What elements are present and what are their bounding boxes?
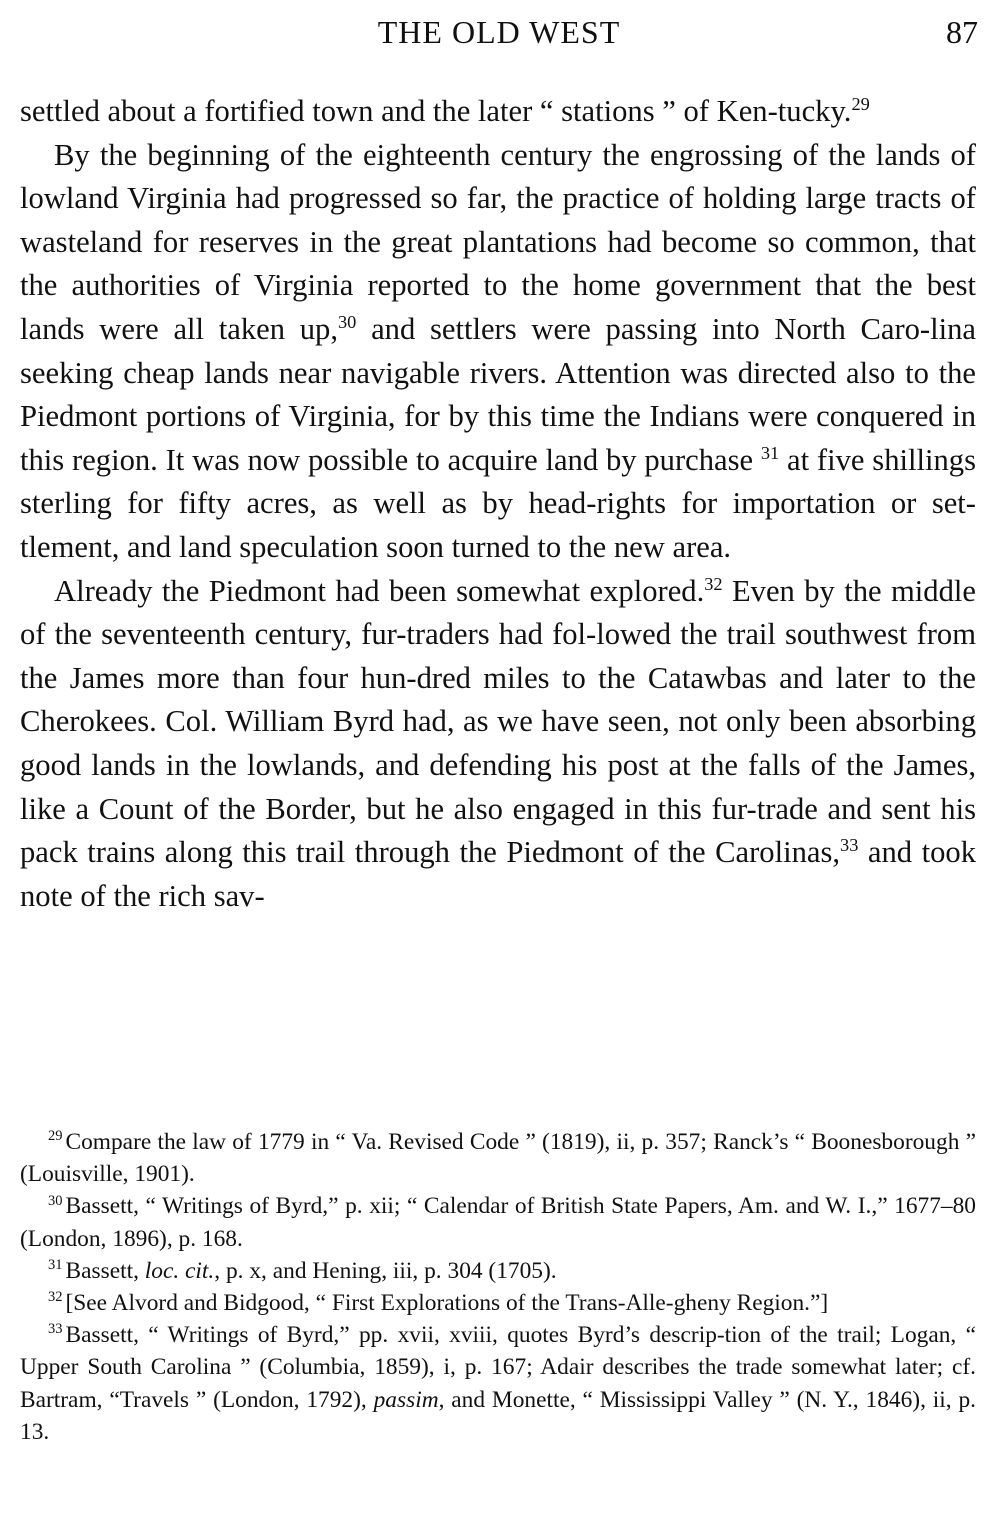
page-number: 87 [946,14,978,50]
text-run: settled about a fortified town and the later “ stations ” of Ken-tucky. [20,94,852,128]
footnote-mark: 33 [48,1321,63,1338]
footnote-text: Compare the law of 1779 in “ Va. Revised Code ” (1819), ii, p. 357; Ranck’s “ Boonesborough ” (Louisville, 1901). [20,1129,976,1188]
paragraph-1 [20,90,976,134]
text-run: and took note of the rich sav- [20,835,976,913]
footnote-ref-31: 31 [760,442,780,463]
footnote-ref-29: 29 [851,93,870,114]
footnote-text: Bassett, [65,1257,145,1284]
footnote-text: [See Alvord and Bidgood, “ First Explorations of the Trans-Alle-gheny Region.”] [65,1290,829,1317]
text-run: and settlers were passing into North Caro-lina seeking cheap lands near navigable rivers. Attention was directed also to the Piedmont portions of Virginia, for by this time the Indians were conquered in this region. It was now possible to acquire land by purchase [20,311,976,477]
footnote-mark: 31 [48,1257,63,1274]
footnote-italic: passim [373,1386,439,1413]
footnote-text: Bassett, “ Writings of Byrd,” p. xii; “ Calendar of British State Papers, Am. and W. I.,” 1677–80 (London, 1896), p. 168. [20,1193,976,1252]
footnote-mark: 30 [48,1192,63,1209]
footnote-ref-33: 33 [840,834,859,855]
running-title: THE OLD WEST [377,14,621,50]
footnote-32 [20,1287,976,1319]
footnote-italic: loc. cit. [144,1257,215,1284]
footnote-ref-30: 30 [338,311,357,332]
body-text [20,90,976,918]
text-run: Even by the middle of the seventeenth century, fur-traders had fol-lowed the trail southwest from the James more than four hun-dred miles to the Catawbas and later to the Cherokees. Col. William Byrd had, as we have seen, not only been absorbing good lands in the lowlands, and defending his post at the falls of the James, like a Count of the Border, but he also engaged in this fur-trade and sent his pack trains along this trail through the Piedmont of the Carolinas, [20,573,976,870]
footnote-29 [20,1126,976,1190]
footnotes [20,1126,976,1448]
footnote-text: , and Monette, “ Mississippi Valley ” (N. Y., 1846), ii, p. 13. [20,1386,976,1445]
footnote-text: Bassett, “ Writings of Byrd,” pp. xvii, xviii, quotes Byrd’s descrip-tion of the trail; Logan, “ Upper South Carolina ” (Columbia, 1859), i, p. 167; Adair describes the trade somewhat later; cf. Bartram, “Travels ” (London, 1792), [20,1322,976,1413]
footnote-mark: 29 [48,1128,63,1145]
page-header [20,14,978,54]
text-run: By the beginning of the eighteenth century the engrossing of the lands of lowland Virginia had progressed so far, the practice of holding large tracts of wasteland for reserves in the great plantations had become so common, that the authorities of Virginia reported to the home government that the best lands were all taken up, [20,137,976,346]
footnote-ref-32: 32 [704,573,723,594]
footnote-33 [20,1319,976,1448]
paragraph-3 [20,570,976,919]
footnote-31 [20,1255,976,1287]
paragraph-2 [20,134,976,570]
footnote-mark: 32 [48,1289,63,1306]
text-run: Already the Piedmont had been somewhat explored. [54,573,705,608]
footnote-30 [20,1190,976,1254]
text-run: at five shillings sterling for fifty acres, as well as by head-rights for importation or set-tlement, and land speculation soon turned to the new area. [20,442,976,564]
footnote-text: , p. x, and Hening, iii, p. 304 (1705). [214,1257,557,1284]
